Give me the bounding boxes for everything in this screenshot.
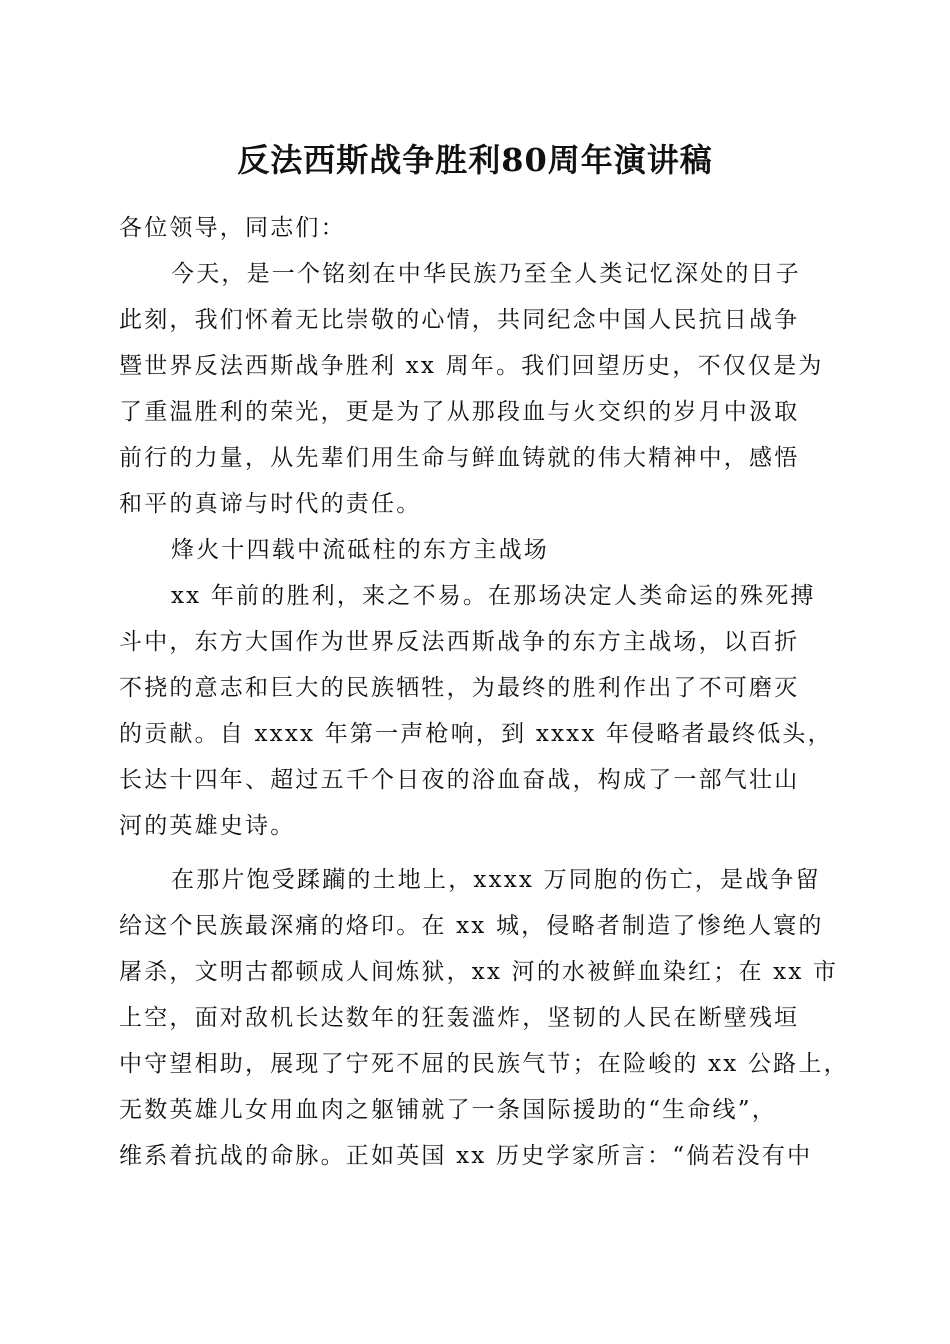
paragraph-line: 暨世界反法西斯战争胜利 xx 周年。我们回望历史，不仅仅是为 xyxy=(119,353,824,379)
paragraph-line: 上空，面对敌机长达数年的狂轰滥炸，坚韧的人民在断壁残垣 xyxy=(119,1005,800,1031)
paragraph-line: 在那片饱受蹂躏的土地上，xxxx 万同胞的伤亡，是战争留 xyxy=(171,867,821,893)
paragraph-sacrifice xyxy=(119,857,849,1179)
paragraph-line: 和平的真谛与时代的责任。 xyxy=(119,491,422,517)
paragraph-line: 中守望相助，展现了宁死不屈的民族气节；在险峻的 xx 公路上， xyxy=(119,1051,849,1077)
paragraph-line: 此刻，我们怀着无比崇敬的心情，共同纪念中国人民抗日战争 xyxy=(119,307,800,333)
paragraph-line: 了重温胜利的荣光，更是为了从那段血与火交织的岁月中汲取 xyxy=(119,399,800,425)
section-heading: 烽火十四载中流砥柱的东方主战场 xyxy=(171,537,549,563)
paragraph-line: 不挠的意志和巨大的民族牺牲，为最终的胜利作出了不可磨灭 xyxy=(119,675,800,701)
paragraph-line: 长达十四年、超过五千个日夜的浴血奋战，构成了一部气壮山 xyxy=(119,767,800,793)
paragraph-line: 给这个民族最深痛的烙印。在 xx 城，侵略者制造了惨绝人寰的 xyxy=(119,913,824,939)
paragraph-line: xx 年前的胜利，来之不易。在那场决定人类命运的殊死搏 xyxy=(171,583,816,609)
paragraph-battlefield xyxy=(119,573,831,849)
document-title: 反法西斯战争胜利80周年演讲稿 xyxy=(237,141,713,179)
paragraph-line: 斗中，东方大国作为世界反法西斯战争的东方主战场，以百折 xyxy=(119,629,800,655)
paragraph-line: 维系着抗战的命脉。正如英国 xx 历史学家所言：“倘若没有中 xyxy=(119,1143,813,1169)
paragraph-intro xyxy=(119,251,831,527)
paragraph-spacer xyxy=(119,849,831,857)
paragraph-line: 前行的力量，从先辈们用生命与鲜血铸就的伟大精神中，感悟 xyxy=(119,445,800,471)
paragraph-line: 的贡献。自 xxxx 年第一声枪响，到 xxxx 年侵略者最终低头， xyxy=(119,721,833,747)
paragraph-line: 无数英雄儿女用血肉之躯铺就了一条国际援助的“生命线”， xyxy=(119,1097,777,1123)
paragraph-line: 屠杀，文明古都顿成人间炼狱，xx 河的水被鲜血染红；在 xx 市 xyxy=(119,959,839,985)
document-body xyxy=(119,205,849,1179)
paragraph-line: 今天，是一个铭刻在中华民族乃至全人类记忆深处的日子 xyxy=(171,261,801,287)
salutation: 各位领导，同志们： xyxy=(119,215,346,241)
paragraph-line: 河的英雄史诗。 xyxy=(119,813,296,839)
